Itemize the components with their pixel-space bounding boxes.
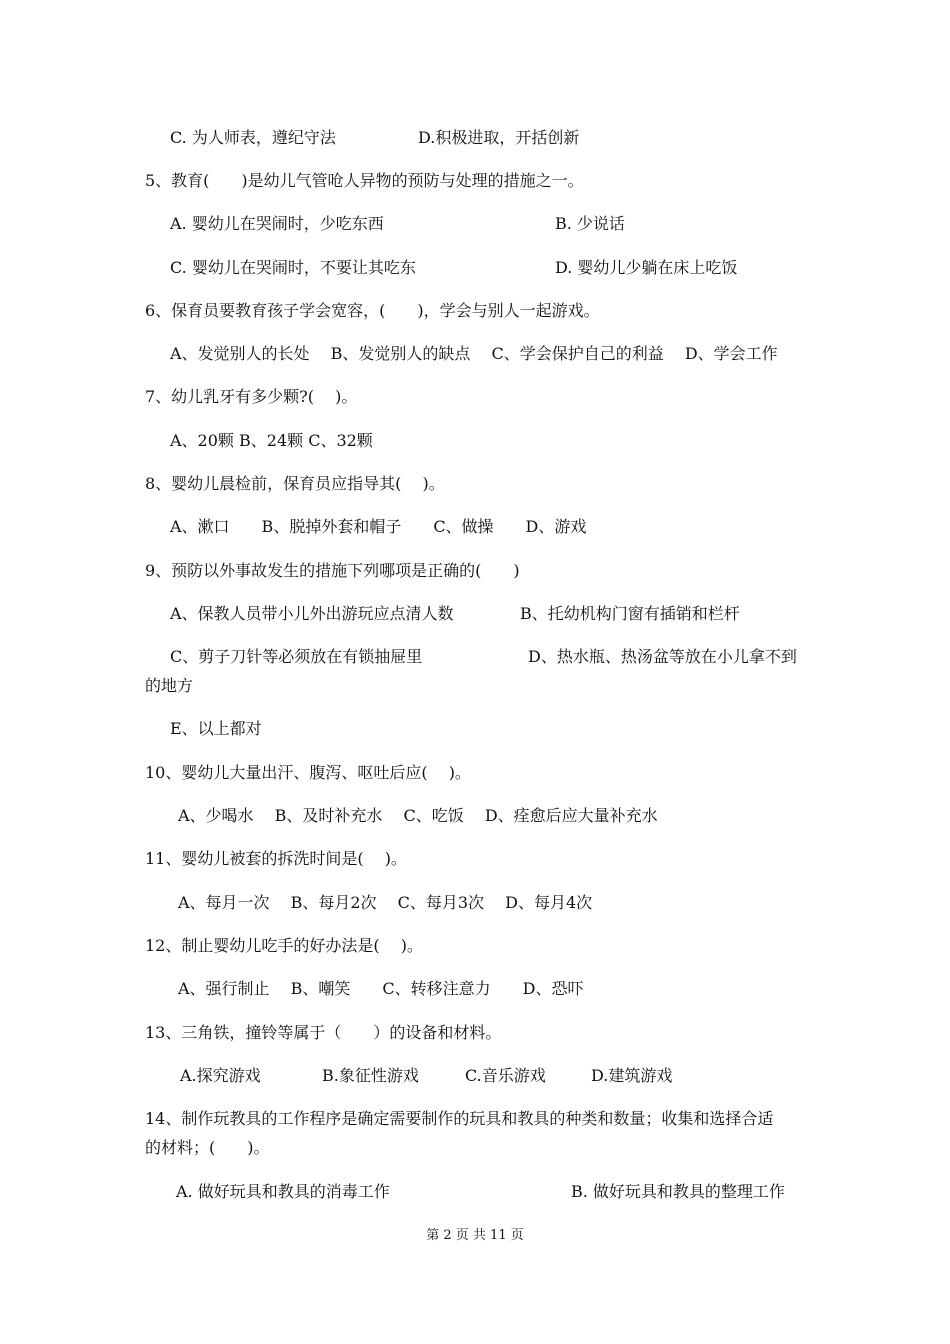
q6-options: A、发觉别人的长处 B、发觉别人的缺点 C、学会保护自己的利益 D、学会工作 <box>170 344 778 363</box>
q10-stem: 10、婴幼儿大量出汗、腹泻、呕吐后应( )。 <box>145 763 471 782</box>
page-footer: 第 2 页 共 11 页 <box>426 1228 524 1243</box>
q13-option-c: C.音乐游戏 <box>465 1066 546 1085</box>
q14-option-a: A. 做好玩具和教具的消毒工作 <box>176 1182 390 1201</box>
q14-option-b: B. 做好玩具和教具的整理工作 <box>571 1182 785 1201</box>
q14-stem-line-2: 的材料；( )。 <box>145 1138 270 1157</box>
q7-stem: 7、幼儿乳牙有多少颗?( )。 <box>145 387 358 406</box>
q5-stem: 5、教育( )是幼儿气管呛人异物的预防与处理的措施之一。 <box>145 171 584 190</box>
q4-option-d: D.积极进取，开括创新 <box>418 128 580 147</box>
q9-option-c: C、剪子刀针等必须放在有锁抽屉里 <box>170 647 423 666</box>
q9-option-a: A、保教人员带小儿外出游玩应点清人数 <box>170 604 454 623</box>
q13-option-b: B.象征性游戏 <box>322 1066 419 1085</box>
q9-stem: 9、预防以外事故发生的措施下列哪项是正确的( ) <box>145 561 520 580</box>
q4-option-c: C. 为人师表，遵纪守法 <box>170 128 336 147</box>
q8-options: A、漱口 B、脱掉外套和帽子 C、做操 D、游戏 <box>170 517 587 536</box>
q9-option-d: D、热水瓶、热汤盆等放在小儿拿不到 <box>528 647 797 666</box>
q7-options: A、20颗 B、24颗 C、32颗 <box>170 431 373 450</box>
q5-option-a: A. 婴幼儿在哭闹时，少吃东西 <box>170 214 384 233</box>
q9-option-e: E、以上都对 <box>170 719 262 738</box>
q14-stem-line-1: 14、制作玩教具的工作程序是确定需要制作的玩具和教具的种类和数量；收集和选择合适 <box>145 1109 774 1128</box>
q10-options: A、少喝水 B、及时补充水 C、吃饭 D、痊愈后应大量补充水 <box>178 806 658 825</box>
q11-options: A、每月一次 B、每月2次 C、每月3次 D、每月4次 <box>178 893 593 912</box>
q9-option-d-continued: 的地方 <box>145 676 194 695</box>
q5-option-c: C. 婴幼儿在哭闹时，不要让其吃东 <box>170 258 416 277</box>
q8-stem: 8、婴幼儿晨检前，保育员应指导其( )。 <box>145 474 445 493</box>
q13-option-a: A.探究游戏 <box>180 1066 261 1085</box>
q13-stem: 13、三角铁，撞铃等属于（ ）的设备和材料。 <box>145 1023 502 1042</box>
q13-option-d: D.建筑游戏 <box>591 1066 673 1085</box>
q9-option-b: B、托幼机构门窗有插销和栏杆 <box>520 604 740 623</box>
q12-stem: 12、制止婴幼儿吃手的好办法是( )。 <box>145 936 423 955</box>
q5-option-d: D. 婴幼儿少躺在床上吃饭 <box>555 258 738 277</box>
q11-stem: 11、婴幼儿被套的拆洗时间是( )。 <box>145 849 407 868</box>
q6-stem: 6、保育员要教育孩子学会宽容，( )，学会与别人一起游戏。 <box>145 301 600 320</box>
q12-options: A、强行制止 B、嘲笑 C、转移注意力 D、恐吓 <box>178 979 584 998</box>
q5-option-b: B. 少说话 <box>555 214 625 233</box>
